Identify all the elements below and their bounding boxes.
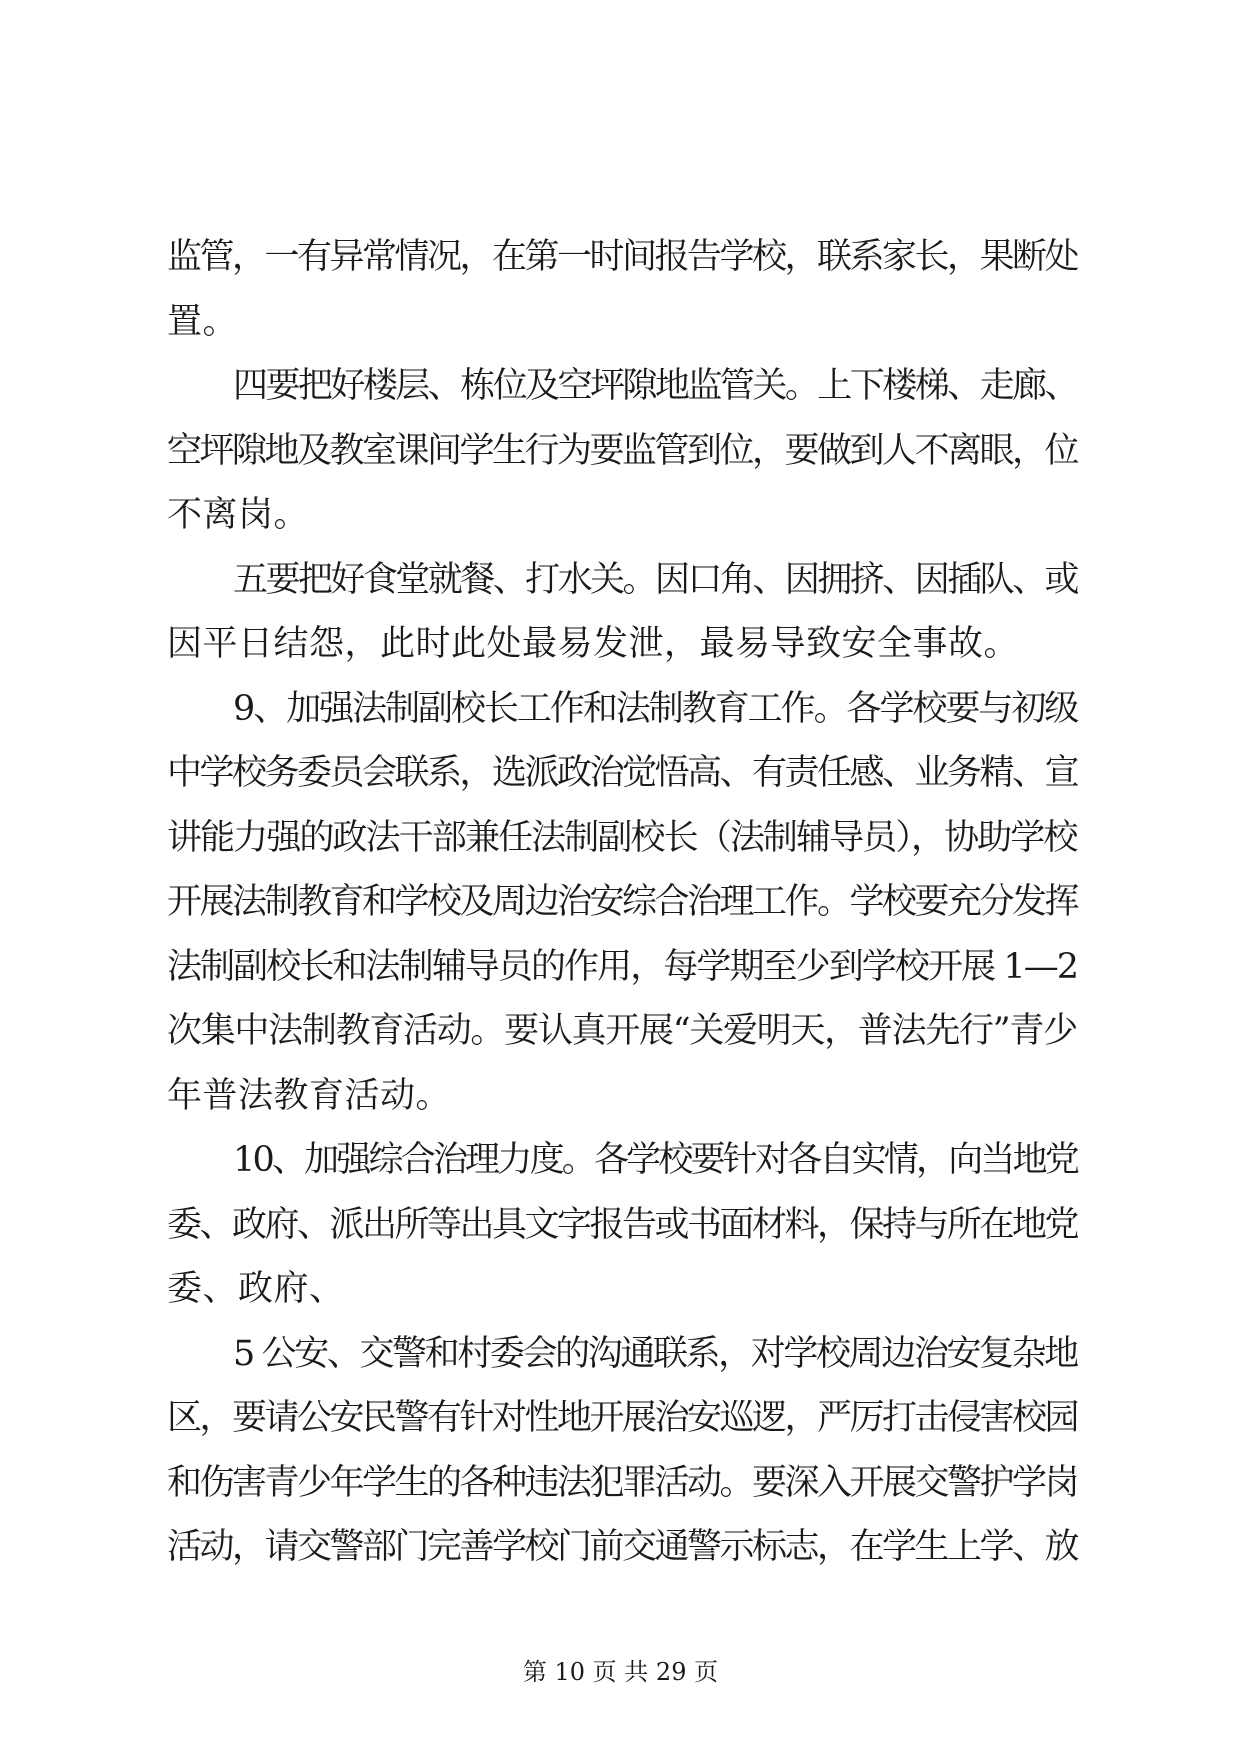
- text-line: 开展法制教育和学校及周边治安综合治理工作。学校要充分发挥: [167, 882, 1078, 922]
- text-line: 法制副校长和法制辅导员的作用，每学期至少到学校开展 1—2: [167, 946, 1078, 987]
- text-line: 委、政府、: [167, 1269, 345, 1309]
- text-line: 中学校务委员会联系，选派政治觉悟高、有责任感、业务精、宣: [167, 753, 1078, 793]
- text-line: 5 公安、交警和村委会的沟通联系，对学校周边治安复杂地: [233, 1333, 1077, 1374]
- text-line: 监管，一有异常情况，在第一时间报告学校，联系家长，果断处: [167, 237, 1078, 277]
- text-line: 年普法教育活动。: [167, 1075, 452, 1116]
- text-line: 区，要请公安民警有针对性地开展治安巡逻，严厉打击侵害校园: [167, 1398, 1078, 1438]
- text-line: 讲能力强的政法干部兼任法制副校长（法制辅导员），协助学校: [167, 817, 1077, 858]
- text-line: 不离岗。: [167, 495, 310, 535]
- text-line: 和伤害青少年学生的各种违法犯罪活动。要深入开展交警护学岗: [167, 1462, 1078, 1503]
- text-line: 10、加强综合治理力度。各学校要针对各自实情，向当地党: [233, 1140, 1078, 1180]
- text-line: 活动，请交警部门完善学校门前交通警示标志，在学生上学、放: [167, 1527, 1078, 1567]
- text-line: 9、加强法制副校长工作和法制教育工作。各学校要与初级: [233, 688, 1078, 729]
- page-footer: 第 10 页 共 29 页: [522, 1658, 719, 1686]
- document-body: [167, 225, 1077, 1580]
- text-line: 五要把好食堂就餐、打水关。因口角、因拥挤、因插队、或: [233, 559, 1078, 600]
- text-line: 空坪隙地及教室课间学生行为要监管到位，要做到人不离眼，位: [167, 430, 1078, 471]
- text-line: 委、政府、派出所等出具文字报告或书面材料，保持与所在地党: [167, 1204, 1078, 1245]
- text-line: 次集中法制教育活动。要认真开展“关爱明天，普法先行”青少: [167, 1011, 1077, 1051]
- text-line: 置。: [167, 301, 239, 342]
- text-line: 因平日结怨，此时此处最易发泄，最易导致安全事故。: [167, 624, 1020, 664]
- text-line: 四要把好楼层、栋位及空坪隙地监管关。上下楼梯、走廊、: [233, 366, 1078, 406]
